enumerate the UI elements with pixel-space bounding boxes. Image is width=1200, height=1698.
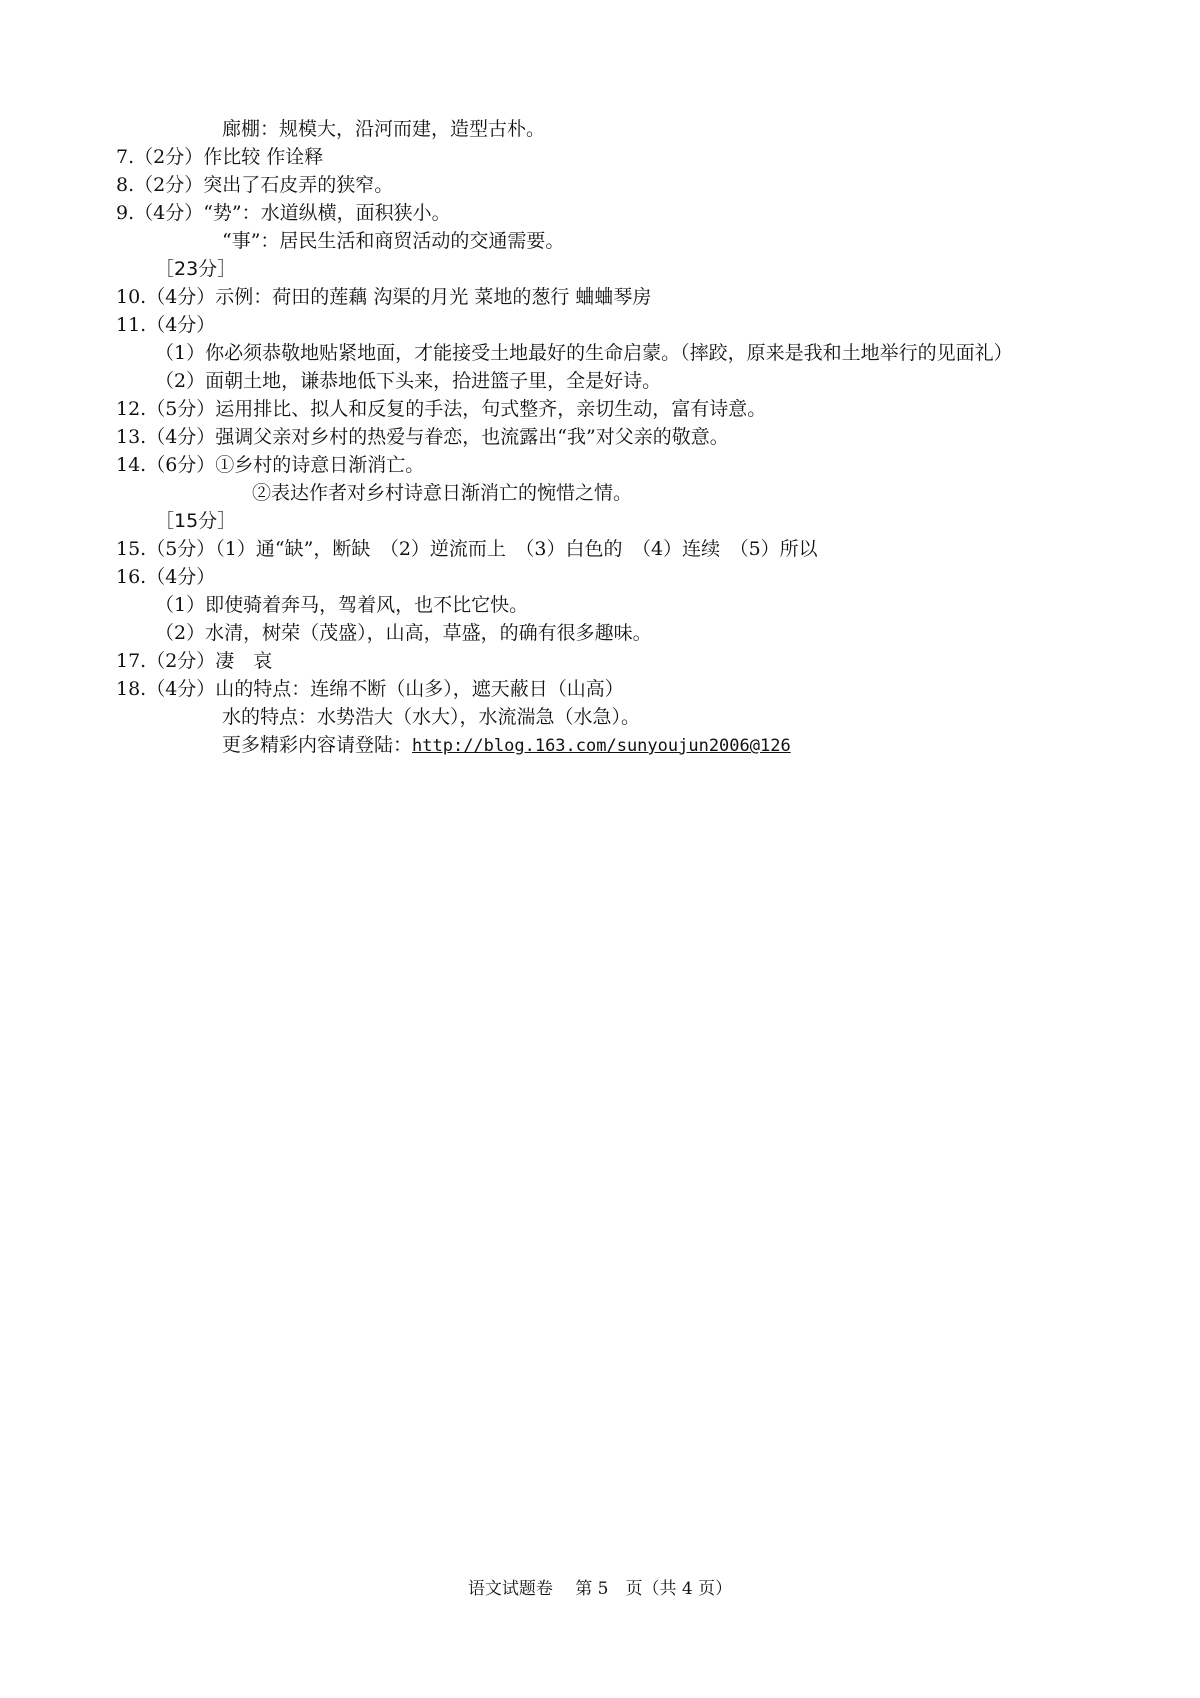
answer-line: 廊棚：规模大，沿河而建，造型古朴。 [222,118,546,140]
answer-line: 15.（5分）（1）通“缺”，断缺 （2）逆流而上 （3）白色的 （4）连续 （5）所以 [116,538,818,560]
answer-line: 11.（4分） [116,314,216,336]
answer-line: （2）水清，树荣（茂盛），山高，草盛，的确有很多趣味。 [155,622,652,644]
answer-line: ②表达作者对乡村诗意日渐消亡的惋惜之情。 [252,482,633,504]
answer-line: 水的特点：水势浩大（水大），水流湍急（水急）。 [222,706,641,728]
blog-link[interactable]: http://blog.163.com/sunyoujun2006@126 [412,736,791,756]
answer-line: 10.（4分）示例：荷田的莲藕 沟渠的月光 菜地的葱行 蛐蛐琴房 [116,286,652,308]
answer-line: 14.（6分）①乡村的诗意日渐消亡。 [116,454,425,476]
answer-line: 9.（4分）“势”：水道纵横，面积狭小。 [116,202,451,224]
answer-line: （2）面朝土地，谦恭地低下头来，拾进篮子里，全是好诗。 [155,370,662,392]
answer-line: 13.（4分）强调父亲对乡村的热爱与眷恋，也流露出“我”对父亲的敬意。 [116,426,729,448]
section-heading: ［23分］ [155,258,237,280]
answer-line: （1）你必须恭敬地贴紧地面，才能接受土地最好的生命启蒙。（摔跤，原来是我和土地举行的见面礼） [155,342,1013,364]
page-footer: 语文试题卷 第 5 页（共 4 页） [467,1579,733,1599]
answer-line: 17.（2分）凄 哀 [116,650,273,672]
answer-line: 8.（2分）突出了石皮弄的狭窄。 [116,174,394,196]
answer-line: 7.（2分）作比较 作诠释 [116,146,324,168]
section-heading: ［15分］ [155,510,237,532]
answer-line: （1）即使骑着奔马，驾着风，也不比它快。 [155,594,529,616]
more-content-label: 更多精彩内容请登陆： [222,734,413,756]
more-content-line [222,733,791,758]
answer-line: 12.（5分）运用排比、拟人和反复的手法，句式整齐，亲切生动，富有诗意。 [116,398,767,420]
answer-line: 16.（4分） [116,566,216,588]
answer-line: “事”：居民生活和商贸活动的交通需要。 [222,230,565,252]
answer-line: 18.（4分）山的特点：连绵不断（山多），遮天蔽日（山高） [116,678,624,700]
